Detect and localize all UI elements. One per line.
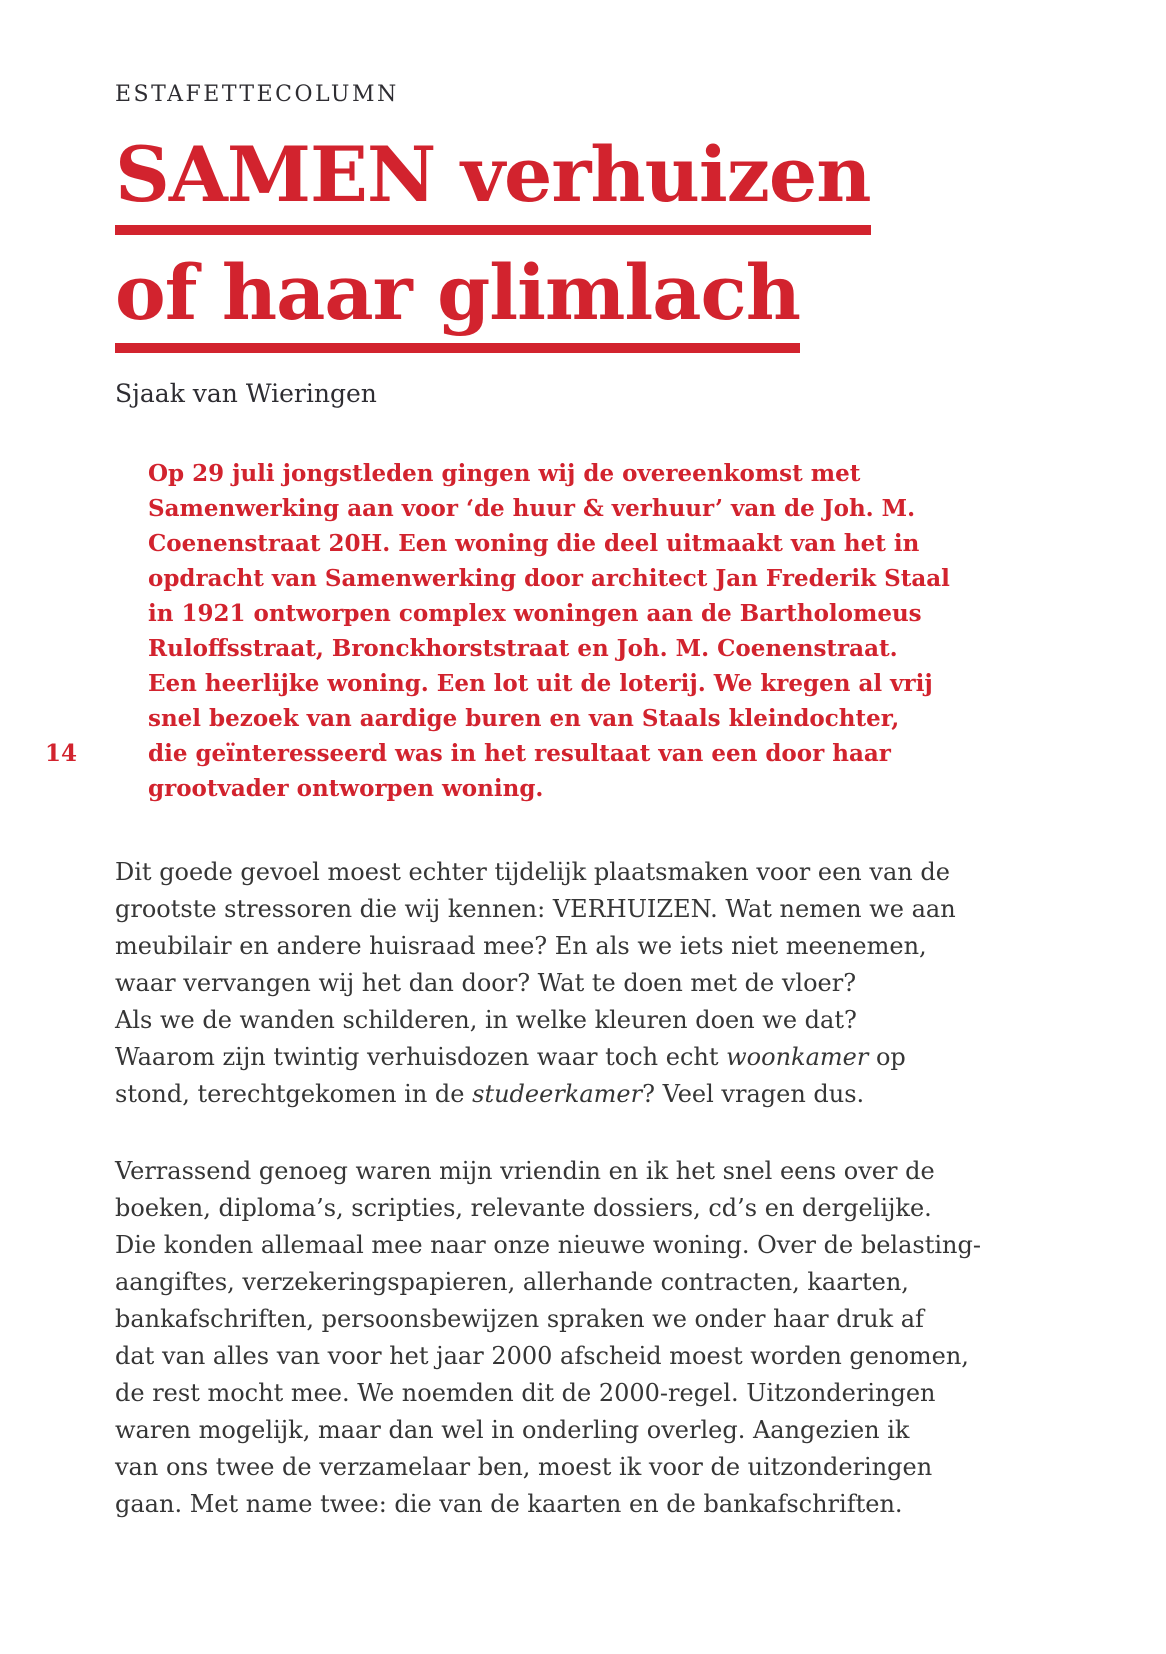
body-line-text: ? Veel vragen dus.: [642, 1080, 865, 1108]
intro-line: Ruloffsstraat, Bronckhorststraat en Joh. M. Coenenstraat.: [148, 635, 898, 662]
author-byline: Sjaak van Wieringen: [115, 379, 377, 408]
body-line: waren mogelijk, maar dan wel in onderling overleg. Aangezien ik: [115, 1416, 910, 1444]
body-line: de rest mocht mee. We noemden dit de 2000-regel. Uitzonderingen: [115, 1379, 936, 1407]
title-line-1-text: SAMEN verhuizen: [115, 137, 871, 235]
body-line-text: stond, terechtgekomen in de: [115, 1080, 473, 1108]
intro-line: Op 29 juli jongstleden gingen wij de overeenkomst met: [148, 460, 861, 487]
intro-line: grootvader ontworpen woning.: [148, 775, 544, 802]
body-line-text: op: [868, 1043, 906, 1071]
body-line: Als we de wanden schilderen, in welke kleuren doen we dat?: [115, 1006, 857, 1034]
body-line: meubilair en andere huisraad mee? En als we iets niet meenemen,: [115, 932, 927, 960]
intro-line: Coenenstraat 20H. Een woning die deel uitmaakt van het in: [148, 530, 920, 557]
body-paragraph-1: [115, 854, 1051, 1113]
italic-word: studeerkamer: [472, 1080, 643, 1108]
page-number: 14: [45, 740, 78, 767]
title-line-2-text: of haar glimlach: [115, 255, 800, 353]
intro-line: Samenwerking aan voor ‘de huur & verhuur’ van de Joh. M.: [148, 495, 916, 522]
body-line: bankafschriften, persoonsbewijzen spraken we onder haar druk af: [115, 1305, 924, 1333]
section-kicker: ESTAFETTECOLUMN: [115, 82, 399, 107]
body-line: [115, 1039, 1051, 1076]
article-title: [115, 130, 1051, 353]
body-line: [115, 1076, 1051, 1113]
intro-line: opdracht van Samenwerking door architect Jan Frederik Staal: [148, 565, 950, 592]
body-line: Die konden allemaal mee naar onze nieuwe woning. Over de belasting-: [115, 1231, 981, 1259]
body-line: Verrassend genoeg waren mijn vriendin en ik het snel eens over de: [115, 1157, 935, 1185]
body-line: aangiftes, verzekeringspapieren, allerhande contracten, kaarten,: [115, 1268, 909, 1296]
body-line: grootste stressoren die wij kennen: VERHUIZEN. Wat nemen we aan: [115, 895, 956, 923]
body-line-text: Waarom zijn twintig verhuisdozen waar toch echt: [115, 1043, 727, 1071]
title-line-1: [115, 130, 1051, 235]
body-paragraph-2: [115, 1153, 1051, 1523]
body-line: waar vervangen wij het dan door? Wat te doen met de vloer?: [115, 969, 857, 997]
intro-line: snel bezoek van aardige buren en van Staals kleindochter,: [148, 705, 900, 732]
intro-line: die geïnteresseerd was in het resultaat van een door haar: [148, 740, 891, 767]
body-line: Dit goede gevoel moest echter tijdelijk plaatsmaken voor een van de: [115, 858, 950, 886]
title-line-2: [115, 248, 1051, 353]
body-line: van ons twee de verzamelaar ben, moest ik voor de uitzonderingen: [115, 1453, 933, 1481]
body-line: boeken, diploma’s, scripties, relevante dossiers, cd’s en dergelijke.: [115, 1194, 932, 1222]
intro-line: in 1921 ontworpen complex woningen aan de Bartholomeus: [148, 600, 922, 627]
body-line: dat van alles van voor het jaar 2000 afscheid moest worden genomen,: [115, 1342, 969, 1370]
intro-line: Een heerlijke woning. Een lot uit de loterij. We kregen al vrij: [148, 670, 933, 697]
body-line: gaan. Met name twee: die van de kaarten en de bankafschriften.: [115, 1490, 903, 1518]
italic-word: woonkamer: [726, 1043, 869, 1071]
intro-paragraph: [115, 456, 1051, 806]
